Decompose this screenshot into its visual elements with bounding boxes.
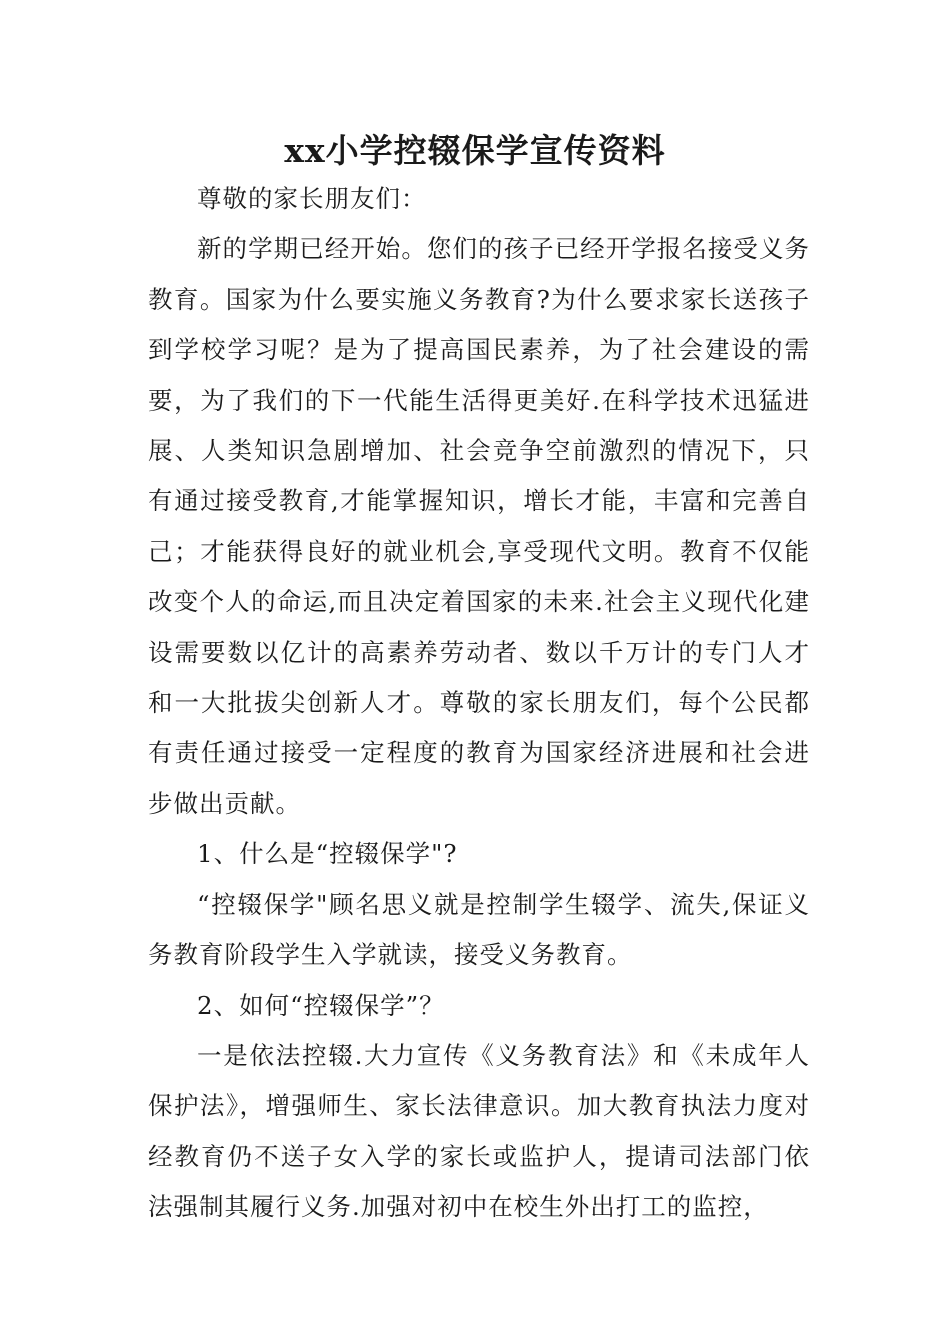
- section-2-heading: 2、如何“控辍保学”？: [197, 990, 445, 1020]
- greeting-line: 尊敬的家长朋友们：: [197, 184, 427, 213]
- section-1-heading: 1、什么是“控辍保学"?: [197, 839, 458, 869]
- document-body: [148, 174, 810, 1233]
- section-1-paragraph: “控辍保学"顾名思义就是控制学生辍学、流失,保证义务教育阶段学生入学就读，接受义务教育。: [148, 889, 810, 970]
- intro-paragraph: 新的学期已经开始。您们的孩子已经开学报名接受义务教育。国家为什么要实施义务教育?为什么要求家长送孩子到学校学习呢？是为了提高国民素养，为了社会建设的需要，为了我们的下一代能生活得更美好.在科学技术迅猛进展、人类知识急剧增加、社会竞争空前激烈的情况下，只有通过接受教育,才能掌握知识，增长才能，丰富和完善自己；才能获得良好的就业机会,享受现代文明。教育不仅能改变个人的命运,而且决定着国家的未来.社会主义现代化建设需要数以亿计的高素养劳动者、数以千万计的专门人才和一大批拔尖创新人才。尊敬的家长朋友们，每个公民都有责任通过接受一定程度的教育为国家经济进展和社会进步做出贡献。: [148, 234, 810, 818]
- document-title: xx小学控辍保学宣传资料: [284, 131, 666, 170]
- section-2-paragraph: 一是依法控辍.大力宣传《义务教育法》和《未成年人保护法》，增强师生、家长法律意识。加大教育执法力度对经教育仍不送子女入学的家长或监护人，提请司法部门依法强制其履行义务.加强对初中在校生外出打工的监控，: [148, 1040, 810, 1222]
